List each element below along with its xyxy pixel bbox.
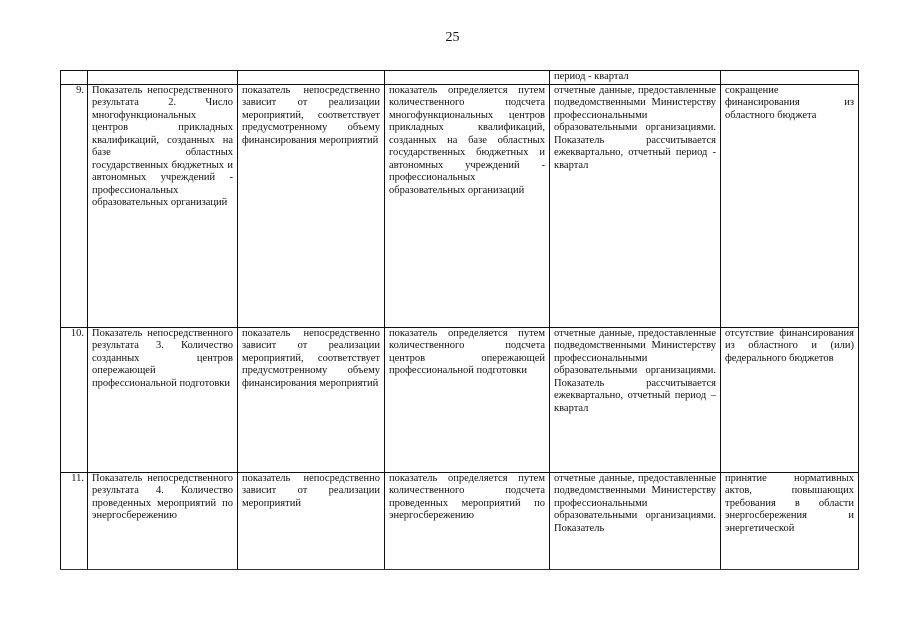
indicator-characteristic: показатель непосредственно зависит от реализации мероприятий	[238, 472, 385, 569]
cell-empty	[385, 71, 550, 85]
data-source: отчетные данные, предоставленные подведомственными Министерству профессиональными образовательными организациями. Показатель рассчитывается ежеквартально, отчетный период – квартал	[550, 327, 721, 472]
indicator-characteristic: показатель непосредственно зависит от реализации мероприятий, соответствует предусмотренному объему финансирования мероприятий	[238, 327, 385, 472]
cell-empty	[238, 71, 385, 85]
table-row	[61, 472, 859, 569]
cell-empty	[61, 71, 88, 85]
calculation-method: показатель определяется путем количественного подсчета многофункциональных центров прикладных квалификаций, созданных на базе областных государственных бюджетных и автономных учреждений - профессиональных образовательных организаций	[385, 84, 550, 327]
row-number: 9.	[61, 84, 88, 327]
data-source: отчетные данные, предоставленные подведомственными Министерству профессиональными образовательными организациями. Показатель рассчитывается ежеквартально, отчетный период - квартал	[550, 84, 721, 327]
indicator-name: Показатель непосредственного результата 4. Количество проведенных мероприятий по энергосбережению	[88, 472, 238, 569]
cell-source-continued: период - квартал	[550, 71, 721, 85]
indicator-name: Показатель непосредственного результата 3. Количество созданных центров опережающей профессиональной подготовки	[88, 327, 238, 472]
page-number: 25	[445, 30, 460, 45]
risk-factor: отсутствие финансирования из областного и (или) федерального бюджетов	[721, 327, 859, 472]
indicator-characteristic: показатель непосредственно зависит от реализации мероприятий, соответствует предусмотренному объему финансирования мероприятий	[238, 84, 385, 327]
table-row-continuation	[61, 71, 859, 85]
indicator-name: Показатель непосредственного результата 2. Число многофункциональных центров прикладных квалификаций, созданных на базе областных государственных бюджетных и автономных учреждений - профессиональных образовательных организаций	[88, 84, 238, 327]
calculation-method: показатель определяется путем количественного подсчета центров опережающей профессиональной подготовки	[385, 327, 550, 472]
table-row	[61, 84, 859, 327]
calculation-method: показатель определяется путем количественного подсчета проведенных мероприятий по энергосбережению	[385, 472, 550, 569]
table-row	[61, 327, 859, 472]
row-number: 11.	[61, 472, 88, 569]
data-source: отчетные данные, предоставленные подведомственными Министерству профессиональными образовательными организациями. Показатель	[550, 472, 721, 569]
cell-empty	[721, 71, 859, 85]
cell-empty	[88, 71, 238, 85]
indicators-table	[60, 70, 859, 570]
row-number: 10.	[61, 327, 88, 472]
risk-factor: сокращение финансирования из областного бюджета	[721, 84, 859, 327]
risk-factor: принятие нормативных актов, повышающих требования в области энергосбережения и энергетической	[721, 472, 859, 569]
